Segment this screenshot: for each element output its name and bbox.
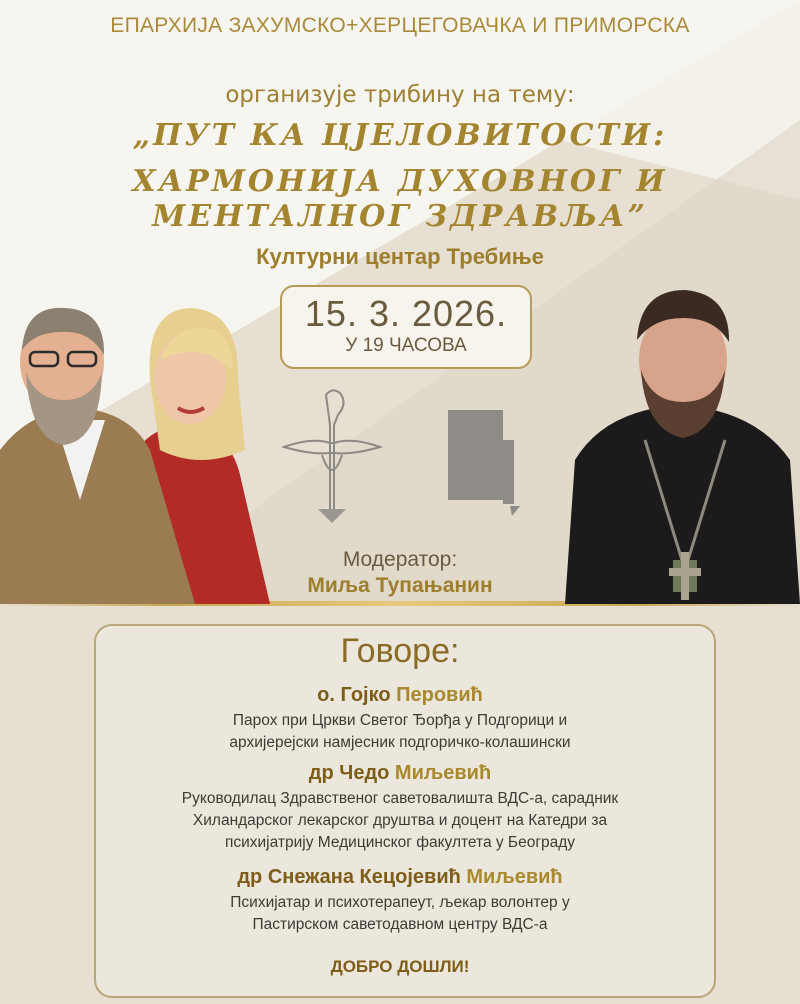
event-date: 15. 3. 2026.	[304, 293, 508, 334]
welcome-text: ДОБРО ДОШЛИ!	[330, 957, 470, 976]
event-time: У 19 ЧАСОВА	[345, 335, 467, 356]
moderator-name: Миља Тупањанин	[307, 574, 493, 597]
date-box	[280, 285, 532, 369]
speaker-1-desc: Парох при Цркви Светог Ђорђа у Подгорици и архијерејски намјесник подгоричко-колашински	[229, 712, 571, 751]
speaker-2-name: др Чедо Миљевић	[308, 762, 492, 784]
speaker-3-desc: Психијатар и психотерапеут, љекар волонтер у Пастирском саветодавном центру ВДС-а	[230, 894, 570, 933]
speakers-title: Говоре:	[340, 632, 460, 670]
speaker-1-name: о. Гојко Перовић	[317, 684, 483, 706]
ornament-bird-icon	[282, 385, 382, 525]
speaker-3-name: др Снежана Кецојевић Миљевић	[237, 866, 563, 888]
organizes-text: организује трибину на тему:	[225, 82, 575, 108]
moderator-label: Модератор:	[342, 548, 458, 571]
ornament-logo-icon	[448, 410, 523, 520]
speaker-2-desc: Руководилац Здравственог саветовалишта ВДС-а, сарадник Хиландарског лекарског друштва и доцент на Катедри за психијатрију Медицинског факултета у Београду	[181, 790, 619, 851]
event-title-line2: ХАРМОНИЈА ДУХОВНОГ И МЕНТАЛНОГ ЗДРАВЉА”	[132, 164, 668, 234]
event-title-line1: „ПУТ КА ЦЈЕЛОВИТОСТИ:	[132, 118, 668, 153]
eparchy-heading: ЕПАРХИЈА ЗАХУМСКО+ХЕРЦЕГОВАЧКА И ПРИМОРСКА	[110, 14, 690, 37]
venue: Културни центар Требиње	[256, 244, 544, 269]
